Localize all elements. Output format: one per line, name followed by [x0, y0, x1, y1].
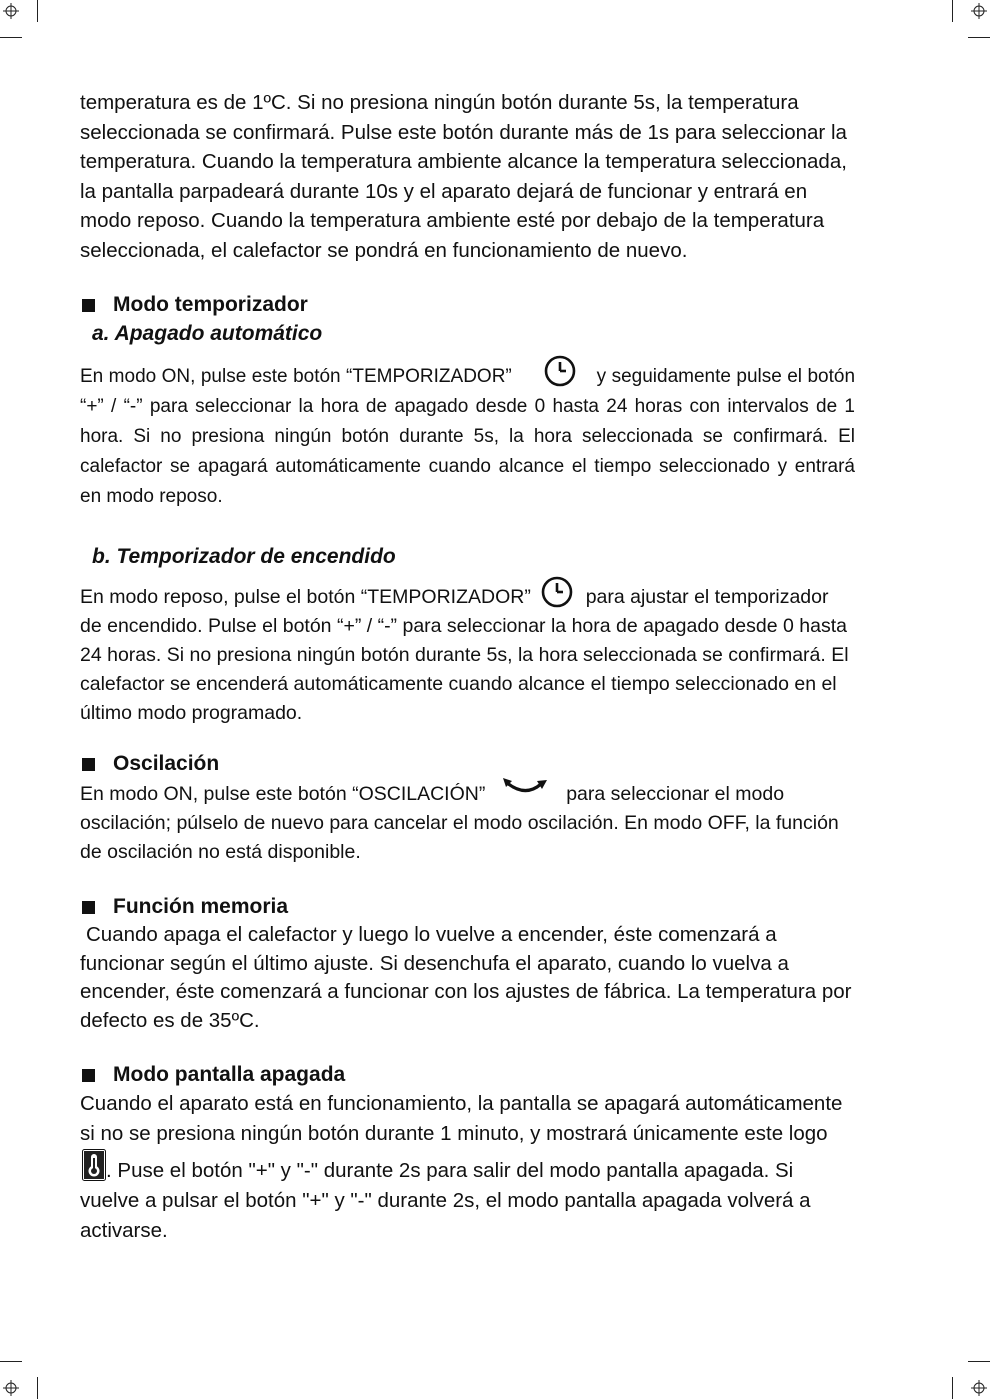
auto-on-paragraph [80, 575, 855, 728]
bullet-square-icon [82, 1069, 95, 1082]
registration-mark-icon [3, 3, 19, 19]
bullet-square-icon [82, 299, 95, 312]
auto-on-text-end: para ajustar el temporizador de encendido. Pulse el botón “+” / “-” para seleccionar la hora de apagado desde 0 hasta 24 horas. Si no presiona ningún botón durante 5s, la hora seleccionada se confirmará. El calefactor se encenderá automáticamente cuando alcance el tiempo seleccionado en el último modo programado. [80, 586, 849, 724]
section-heading-text: Modo temporizador [113, 293, 308, 316]
subsection-title-auto-on: b. Temporizador de encendido [92, 545, 396, 568]
clock-icon [540, 575, 574, 609]
section-heading-text: Oscilación [113, 752, 220, 775]
memory-paragraph: Cuando apaga el calefactor y luego lo vuelve a encender, éste comenzará a funcionar según el último ajuste. Si desenchufa el aparato, cuando lo vuelva a encender, éste comenzará a funcionar con los ajustes de fábrica. La temperatura por defecto es de 35ºC. [80, 923, 852, 1032]
registration-mark-icon [971, 1380, 987, 1396]
thermometer-logo-icon [82, 1149, 106, 1181]
section-heading-timer [80, 291, 855, 319]
section-heading-memory [80, 893, 855, 921]
screen-off-paragraph [80, 1089, 855, 1246]
registration-mark-icon [3, 1380, 19, 1396]
clock-icon [543, 354, 577, 388]
section-heading-text: Modo pantalla apagada [113, 1063, 346, 1086]
bullet-square-icon [82, 901, 95, 914]
auto-off-paragraph [80, 354, 855, 512]
auto-off-text-start: En modo ON, pulse este botón “TEMPORIZADOR” [80, 366, 512, 387]
auto-on-text-start: En modo reposo, pulse el botón “TEMPORIZADOR” [80, 586, 531, 608]
section-heading-oscillation [80, 750, 855, 778]
oscillation-text-end: para seleccionar el modo oscilación; púlselo de nuevo para cancelar el modo oscilación. En modo OFF, la función de oscilación no está disponible. [80, 783, 839, 863]
intro-paragraph: temperatura es de 1ºC. Si no presiona ningún botón durante 5s, la temperatura seleccionada se confirmará. Pulse este botón durante más de 1s para seleccionar la temperatura. Cuando la temperatura ambiente alcance la temperatura seleccionada, la pantalla parpadeará durante 10s y el aparato dejará de funcionar y entrará en modo reposo. Cuando la temperatura ambiente esté por debajo de la temperatura seleccionada, el calefactor se pondrá en funcionamiento de nuevo. [80, 91, 847, 262]
oscillation-paragraph [80, 778, 855, 867]
section-heading-text: Función memoria [113, 895, 289, 918]
screen-off-text-end: . Puse el botón "+" y "-" durante 2s para salir del modo pantalla apagada. Si vuelve a pulsar el botón "+" y "-" durante 2s, el modo pantalla apagada volverá a activarse. [80, 1159, 811, 1242]
registration-mark-icon [971, 3, 987, 19]
screen-off-text-start: Cuando el aparato está en funcionamiento, la pantalla se apagará automáticamente si no se presiona ningún botón durante 1 minuto, y mostrará únicamente este logo [80, 1092, 843, 1145]
manual-page [80, 88, 855, 1246]
bullet-square-icon [82, 758, 95, 771]
section-heading-screen-off [80, 1061, 855, 1089]
oscillation-arrow-icon [503, 778, 547, 798]
auto-off-text-end: y seguidamente pulse el botón “+” / “-” para seleccionar la hora de apagado desde 0 hasta 24 horas con intervalos de 1 hora. Si no presiona ningún botón durante 5s, la hora seleccionada se confirmará. El calefactor se apagará automáticamente cuando alcance el tiempo seleccionado y entrará en modo reposo. [80, 366, 856, 507]
subsection-title-auto-off: a. Apagado automático [92, 322, 323, 345]
oscillation-text-start: En modo ON, pulse este botón “OSCILACIÓN” [80, 783, 486, 805]
